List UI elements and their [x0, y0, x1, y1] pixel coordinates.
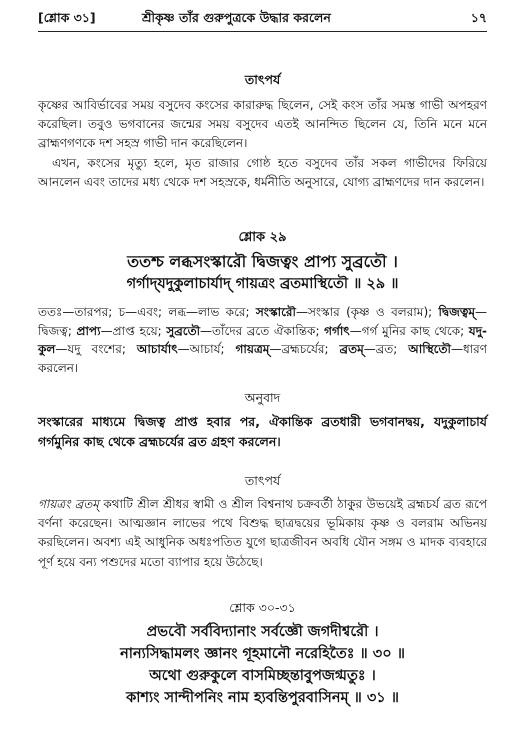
purport-2 — [38, 473, 487, 572]
running-header — [38, 10, 487, 30]
translation-text: সংস্কারের মাধ্যমে দ্বিজত্ব প্রাপ্ত হবার পর, ঐকান্তিক ব্রতধারী ভগবানদ্বয়, যদুকুলাচার্য গর্গমুনির কাছ থেকে ব্রহ্মচর্যের ব্রত গ্রহণ করলেন। — [38, 414, 487, 449]
verse-30-line-2: নান্যসিদ্ধামলং জ্ঞানং গূহমানৌ নরেহিতৈঃ ॥ ৩০ ॥ — [120, 646, 405, 662]
header-chapter-title: শ্রীকৃষ্ণ তাঁর গুরুপুত্রকে উদ্ধার করলেন — [142, 10, 331, 25]
header-verse-ref: [শ্লোক ৩১] — [38, 10, 96, 25]
purport-1 — [38, 72, 487, 192]
header-rule — [38, 31, 487, 32]
synonyms-29 — [38, 303, 487, 377]
verse-31-line-1: অথো গুরুকুলে বাসমিচ্ছন্তাবুপজগ্মতুঃ । — [149, 668, 376, 684]
verse-heading: শ্লোক ২৯ — [238, 230, 287, 245]
translation-29 — [38, 390, 487, 452]
verse-line-1: ততশ্চ লব্ধসংস্কারৌ দ্বিজত্বং প্রাপ্য সুব্রতৌ । — [127, 252, 398, 271]
verse-30-31-heading: শ্লোক ৩০-৩১ — [229, 600, 296, 615]
verse-30-line-1: প্রভবৌ সর্ববিদ্যানাং সর্বজ্ঞৌ জগদীশ্বরৌ । — [146, 624, 379, 640]
verse-line-2: গর্গাদ্‌যদুকুলাচার্যাদ্‌ গায়ত্রং ব্রতমাস্থিতৌ ॥ ২৯ ॥ — [126, 276, 399, 292]
verse-31-line-2: কাশ্যং সান্দীপনিং নাম হ্যবন্তিপুরবাসিনম্ ॥ ৩১ ॥ — [126, 690, 399, 706]
purport-paragraph-1: কৃষ্ণের আবির্ভাবের সময় বসুদেব কংসের কারারুদ্ধ ছিলেন, সেই কংস তাঁর সমস্ত গাভী অপহরণ করেছিল। তবুও ভগবানের জন্মের সময় বসুদেব এতই আনন্দিত ছিলেন যে, তিনি মনে মনে ব্রাহ্মণগণকে দশ সহস্র গাভী দান করেছিলেন। — [38, 98, 487, 151]
word-for-word-synonyms: ততঃ—তারপর; চ—এবং; লব্ধ—লাভ করে; সংস্কারৌ—সংস্কার (কৃষ্ণ ও বলরাম); দ্বিজত্বম্—দ্বিজত্ব; প্রাপ্য—প্রাপ্ত হয়ে; সুব্রতৌ—তাঁদের ব্রতে ঐকান্তিক; গর্গাৎ—গর্গ মুনির কাছ থেকে; যদু-কুল—যদু বংশের; আচার্যাৎ—আচার্য; গায়ত্রম্—ব্রহ্মচর্যের; ব্রতম্—ব্রত; আস্থিতৌ—ধারণ করলেন। — [38, 305, 488, 375]
header-page-number: ১৭ — [470, 10, 487, 25]
verse-30-31 — [38, 600, 487, 709]
purport-paragraph-2: এখন, কংসের মৃত্যু হলে, মৃত রাজার গোষ্ঠ হতে বসুদেব তাঁর সকল গাভীদের ফিরিয়ে আনলেন এবং তাদের মধ্য থেকে দশ সহস্রকে, ধর্মনীতি অনুসারে, যোগ্য ব্রাহ্মণদের দান করলেন। — [38, 155, 487, 189]
verse-29 — [38, 228, 487, 295]
purport-heading-2: তাৎপর্য — [244, 473, 281, 488]
purport-2-paragraph: গায়ত্রং ব্রতম্ কথাটি শ্রীল শ্রীধর স্বামী ও শ্রীল বিশ্বনাথ চক্রবর্তী ঠাকুর উভয়েই ব্রহ্মচর্য ব্রত রূপে বর্ণনা করেছেন। আত্মজ্ঞান লাভের পথে বিশুদ্ধ ছাত্রদ্বয়ের ভূমিকায় কৃষ্ণ ও বলরাম অভিনয় করছিলেন। অবশ্য এই আধুনিক অধঃপতিত যুগে ছাত্রজীবন অবধি যৌন সঙ্গম ও মাদক ব্যবহারে পূর্ণ হয়ে বন্য পশুদের মতো ব্যাপার হয়ে উঠেছে। — [38, 497, 487, 569]
purport-heading: তাৎপর্য — [244, 72, 281, 87]
translation-heading: অনুবাদ — [244, 390, 281, 405]
